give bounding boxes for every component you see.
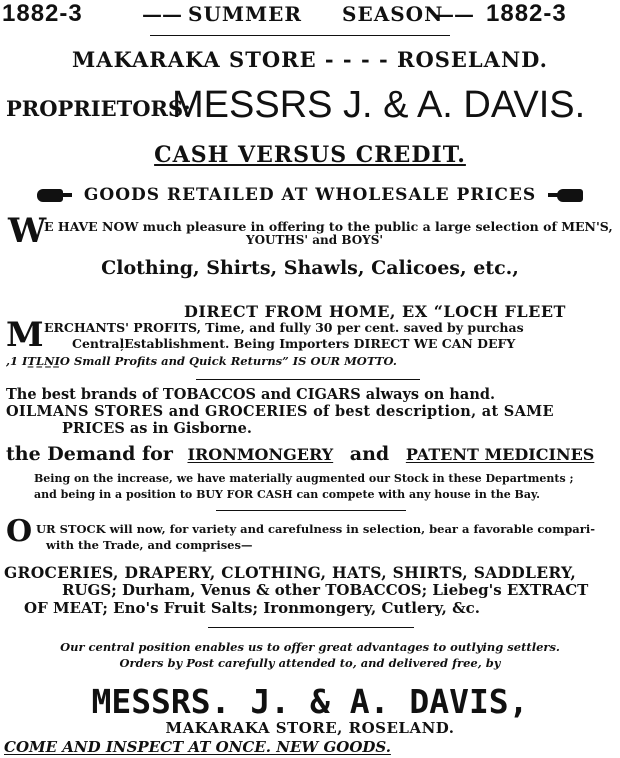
rule-3 [216,510,406,511]
merchants-line-2: Central̦Establishment. Being Importers DIRECT WE CAN DEFY [72,336,516,351]
we-have-line-2: YOUTHS' and BOYS' [246,233,384,247]
we-have-line-1: E HAVE NOW much pleasure in offering to the public a large selection of MEN'S, [44,219,613,234]
groceries-line-2: RUGS; Durham, Venus & other TOBACCOS; Liebeg's EXTRACT [62,581,589,599]
demand-and: and [349,443,390,465]
demand-line [6,443,594,465]
central-line-2: Orders by Post carefully attended to, and delivered free, by [119,656,501,670]
goods-line-row [0,185,620,205]
oilmans-line-1: OILMANS STORES and GROCERIES of best description, at SAME [6,403,554,420]
pointing-hand-right-icon [37,189,63,202]
groceries-line-1: GROCERIES, DRAPERY, CLOTHING, HATS, SHIRTS, SADDLERY, [4,563,577,582]
proprietors-label: PROPRIETORS: [6,96,191,121]
year-left: 1882-3 [2,0,83,27]
season-header [2,2,618,28]
merchants-line-1: ERCHANTS' PROFITS, Time, and fully 30 per cent. saved by purchas [44,320,524,335]
direct-line: DIRECT FROM HOME, EX “LOCH FLEET [184,302,566,321]
cash-line: CASH VERSUS CREDIT. [154,142,466,168]
pointing-hand-left-icon [557,189,583,202]
footer-names: MESSRS. J. & A. DAVIS, [91,682,529,721]
central-line-1: Our central position enables us to offer great advantages to outlying settlers. [60,640,560,654]
season-word: SEASON [342,2,444,26]
rule-2 [196,379,420,380]
dash-left: —— [142,2,182,26]
year-right: 1882-3 [486,0,567,27]
footer-come: COME AND INSPECT AT ONCE. NEW GOODS. [4,738,391,756]
demand-ironmongery: IRONMONGERY [187,445,334,464]
clothing-line: Clothing, Shirts, Shawls, Calicoes, etc., [101,257,519,279]
proprietors-names: MESSRS J. & A. DAVIS. [172,84,586,126]
oilmans-line-2: PRICES as in Gisborne. [62,420,252,437]
merchants-line-3: ,1 IT̲L̲N̲I̲O Small Profits and Quick Returns” IS OUR MOTTO. [6,354,397,368]
dropcap-m: M [6,315,44,355]
increase-line-1: Being on the increase, we have materially augmented our Stock in these Departments ; [34,472,574,485]
our-stock-line-2: with the Trade, and comprises— [46,538,253,552]
footer-store: MAKARAKA STORE, ROSELAND. [165,719,455,737]
our-stock-line-1: UR STOCK will now, for variety and carefulness in selection, bear a favorable compari- [36,522,595,536]
rule-4 [208,627,414,628]
proprietors-line [6,84,618,130]
summer-word: SUMMER [188,2,303,26]
goods-line: GOODS RETAILED AT WHOLESALE PRICES [83,185,537,205]
groceries-line-3: OF MEAT; Eno's Fruit Salts; Ironmongery, Cutlery, &c. [24,599,481,617]
increase-line-2: and being in a position to BUY FOR CASH can compete with any house in the Bay. [34,488,540,501]
rule-1 [150,35,450,36]
store-line: MAKARAKA STORE - - - - ROSELAND. [72,47,548,72]
dropcap-o: O [6,514,33,549]
dropcap-w: W [8,211,47,251]
demand-prefix: the Demand for [6,443,173,465]
dash-right: —— [434,2,474,26]
tobacco-line: The best brands of TOBACCOS and CIGARS always on hand. [6,386,496,403]
demand-patent: PATENT MEDICINES [405,445,595,464]
